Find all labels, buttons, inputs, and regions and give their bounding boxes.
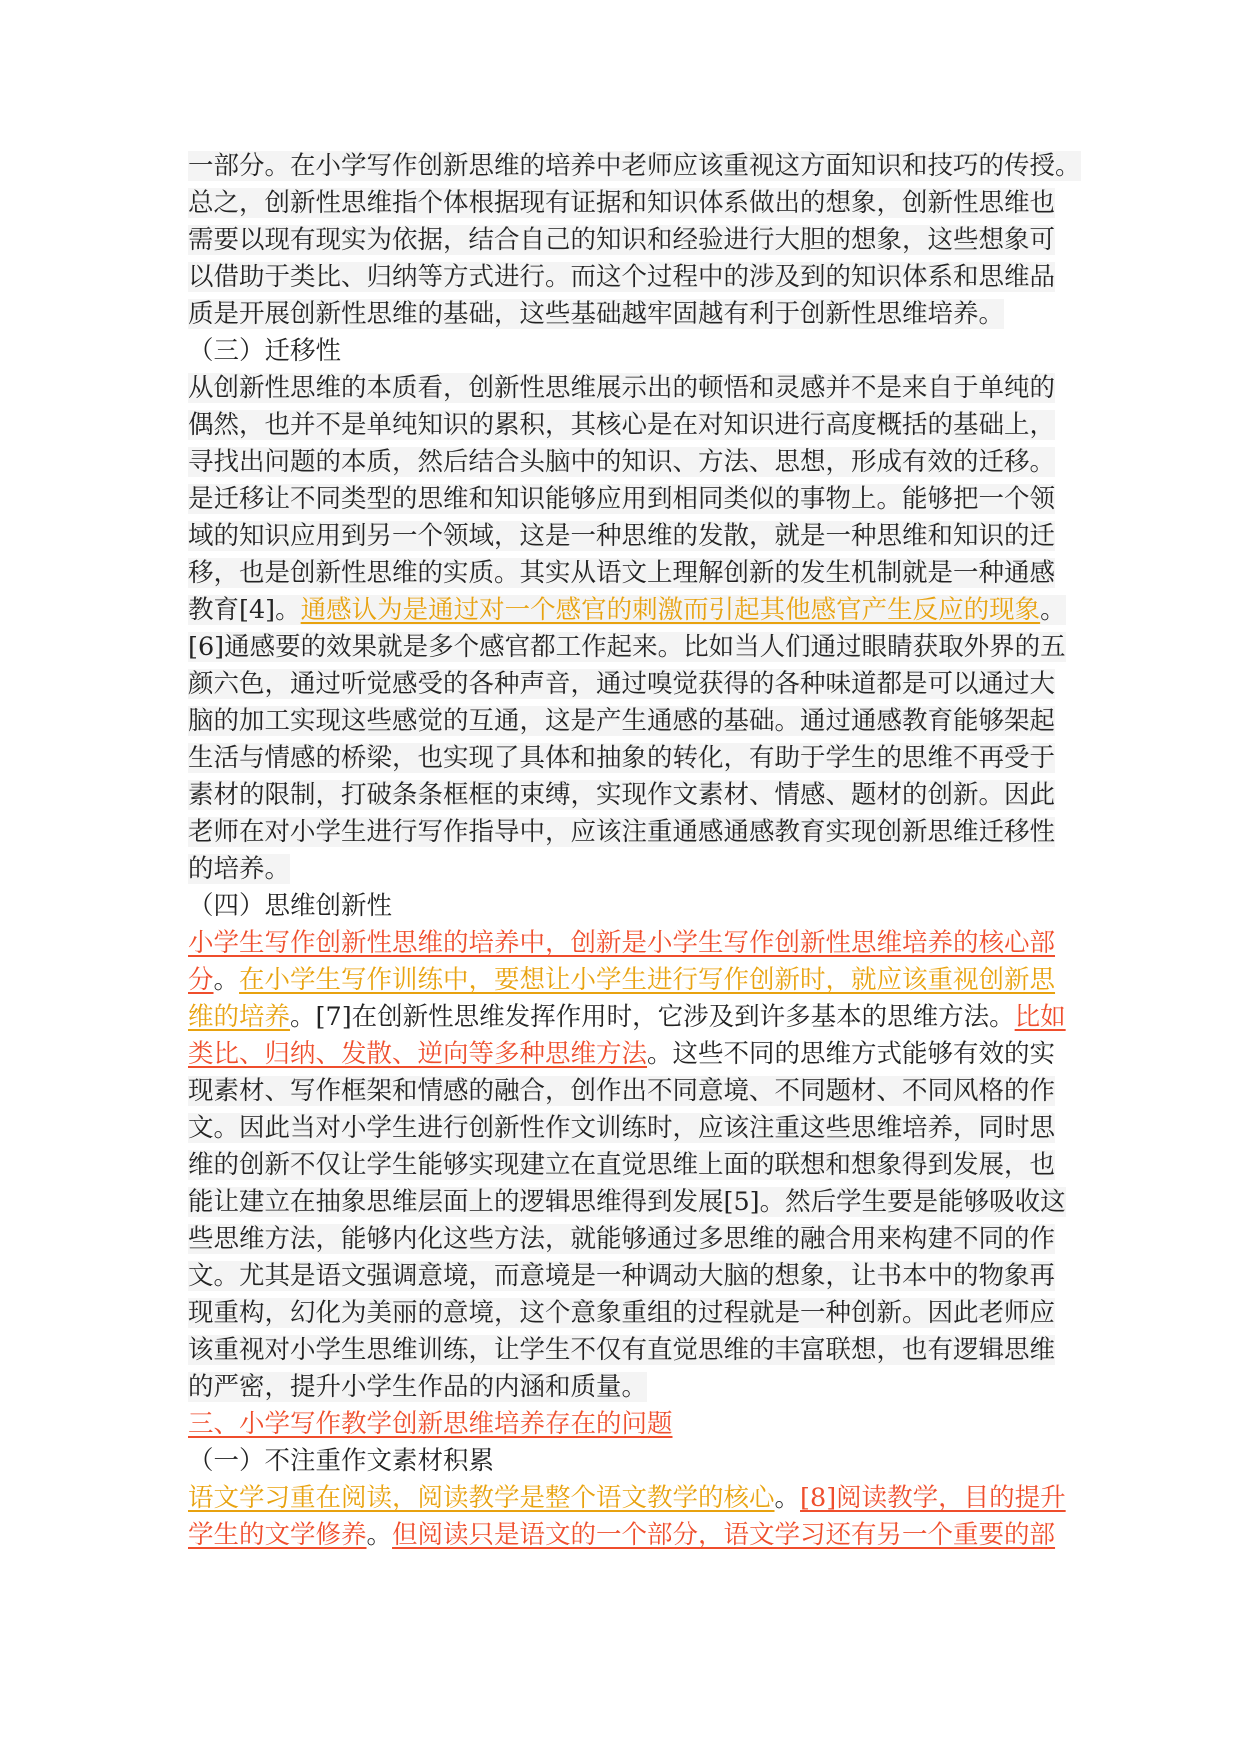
text-line [188, 185, 1093, 222]
text-segment: 一部分。在小学写作创新思维的培养中老师应该重视这方面知识和技巧的传授。 [188, 151, 1081, 181]
text-segment: 。[7]在创新性思维发挥作用时，它涉及到许多基本的思维方法。 [290, 1002, 1015, 1032]
text-segment: 文。因此当对小学生进行创新性作文训练时，应该注重这些思维培养，同时思 [188, 1113, 1056, 1143]
text-line [188, 777, 1093, 814]
text-segment: 总之，创新性思维指个体根据现有证据和知识体系做出的想象，创新性思维也 [188, 188, 1056, 218]
highlighted-sentence-red: 学生的文学修养 [188, 1520, 367, 1550]
text-segment: 。这些不同的思维方式能够有效的实 [647, 1039, 1056, 1069]
text-line-content [188, 1261, 1055, 1291]
text-line-content [188, 1520, 1055, 1550]
text-line-content [188, 854, 290, 884]
text-line-content [188, 891, 392, 921]
text-line [188, 888, 1093, 925]
text-segment: 从创新性思维的本质看，创新性思维展示出的顿悟和灵感并不是来自于单纯的 [188, 373, 1056, 403]
text-line [188, 1480, 1093, 1517]
text-line [188, 333, 1093, 370]
text-line-content [188, 447, 1055, 477]
text-line [188, 555, 1093, 592]
text-line [188, 222, 1093, 259]
highlighted-sentence-orange: 通感认为是通过对一个感官的刺激而引起其他感官产生反应的现象 [300, 595, 1041, 625]
text-line-content [188, 1224, 1055, 1254]
text-segment: 以借助于类比、归纳等方式进行。而这个过程中的涉及到的知识体系和思维品 [188, 262, 1056, 292]
highlighted-sentence-red: 比如 [1014, 1002, 1066, 1032]
text-line-content [188, 1150, 1055, 1180]
text-segment: 域的知识应用到另一个领域，这是一种思维的发散，就是一种思维和知识的迁 [188, 521, 1056, 551]
text-segment: 。 [774, 1483, 801, 1513]
text-line-content [188, 1187, 1066, 1217]
text-line-content [188, 521, 1055, 551]
text-segment: 。 [213, 965, 240, 995]
text-segment: 的培养。 [188, 854, 291, 884]
text-line [188, 1332, 1093, 1369]
text-line [188, 962, 1093, 999]
text-line [188, 518, 1093, 555]
text-line [188, 629, 1093, 666]
text-segment: 脑的加工实现这些感觉的互通，这是产生通感的基础。通过通感教育能够架起 [188, 706, 1056, 736]
text-line-content [188, 1039, 1055, 1069]
highlighted-sentence-red: 分 [188, 965, 214, 995]
text-segment: 生活与情感的桥梁，也实现了具体和抽象的转化，有助于学生的思维不再受于 [188, 743, 1056, 773]
text-line-content [188, 1298, 1055, 1328]
document-body [188, 148, 1093, 1554]
text-line-content [188, 928, 1055, 958]
text-line [188, 999, 1093, 1036]
text-line-content [188, 299, 1004, 329]
text-line [188, 1258, 1093, 1295]
text-line-content [188, 743, 1055, 773]
text-line-content [188, 1113, 1055, 1143]
text-line [188, 1295, 1093, 1332]
text-segment: 教育[4]。 [188, 595, 301, 625]
text-segment: 颜六色，通过听觉感受的各种声音，通过嗅觉获得的各种味道都是可以通过大 [188, 669, 1056, 699]
highlighted-sentence-orange: 语文学习重在阅读，阅读教学是整个语文教学的核心 [188, 1483, 775, 1513]
text-segment: 是迁移让不同类型的思维和知识能够应用到相同类似的事物上。能够把一个领 [188, 484, 1056, 514]
text-line-content [188, 1446, 494, 1476]
text-line-content [188, 780, 1055, 810]
text-line-content [188, 706, 1055, 736]
text-segment: （一）不注重作文素材积累 [188, 1446, 495, 1476]
text-line-content [188, 262, 1055, 292]
highlighted-sentence-red: 类比、归纳、发散、逆向等多种思维方法 [188, 1039, 648, 1069]
text-line [188, 444, 1093, 481]
text-segment: 的严密，提升小学生作品的内涵和质量。 [188, 1372, 648, 1402]
text-line [188, 296, 1093, 333]
text-line-content [188, 1483, 1066, 1513]
text-line-content [188, 1002, 1066, 1032]
text-segment: 文。尤其是语文强调意境，而意境是一种调动大脑的想象，让书本中的物象再 [188, 1261, 1056, 1291]
text-line [188, 407, 1093, 444]
text-segment: 寻找出问题的本质，然后结合头脑中的知识、方法、思想，形成有效的迁移。 [188, 447, 1056, 477]
text-line-content [188, 1335, 1055, 1365]
highlighted-sentence-red: 三、小学写作教学创新思维培养存在的问题 [188, 1409, 673, 1439]
text-line-content [188, 484, 1055, 514]
text-segment: 需要以现有现实为依据，结合自己的知识和经验进行大胆的想象，这些想象可 [188, 225, 1056, 255]
highlighted-sentence-orange: 在小学生写作训练中，要想让小学生进行写作创新时，就应该重视创新思 [239, 965, 1056, 995]
text-line-content [188, 336, 341, 366]
text-segment: 维的创新不仅让学生能够实现建立在直觉思维上面的联想和想象得到发展，也 [188, 1150, 1056, 1180]
text-line [188, 1184, 1093, 1221]
text-line [188, 1517, 1093, 1554]
text-line [188, 1406, 1093, 1443]
text-line [188, 259, 1093, 296]
text-segment: （四）思维创新性 [188, 891, 393, 921]
text-segment: 现重构，幻化为美丽的意境，这个意象重组的过程就是一种创新。因此老师应 [188, 1298, 1056, 1328]
text-line [188, 703, 1093, 740]
text-line [188, 1036, 1093, 1073]
text-segment: 素材的限制，打破条条框框的束缚，实现作文素材、情感、题材的创新。因此 [188, 780, 1056, 810]
highlighted-sentence-red: [8]阅读教学，目的提升 [800, 1483, 1066, 1513]
text-line-content [188, 669, 1055, 699]
text-line-content [188, 632, 1066, 662]
text-segment: 老师在对小学生进行写作指导中，应该注重通感通感教育实现创新思维迁移性 [188, 817, 1056, 847]
text-line-content [188, 1409, 673, 1439]
text-line-content [188, 1372, 647, 1402]
text-segment: 偶然，也并不是单纯知识的累积，其核心是在对知识进行高度概括的基础上， [188, 410, 1056, 440]
text-line [188, 1147, 1093, 1184]
text-line [188, 148, 1093, 185]
text-segment: [6]通感要的效果就是多个感官都工作起来。比如当人们通过眼睛获取外界的五 [188, 632, 1066, 662]
text-line-content [188, 1076, 1055, 1106]
text-line [188, 925, 1093, 962]
text-line [188, 814, 1093, 851]
text-line-content [188, 817, 1055, 847]
text-segment: 些思维方法，能够内化这些方法，就能够通过多思维的融合用来构建不同的作 [188, 1224, 1056, 1254]
text-line [188, 481, 1093, 518]
text-line-content [188, 558, 1055, 588]
text-line-content [188, 151, 1081, 181]
text-line [188, 592, 1093, 629]
text-line-content [188, 373, 1055, 403]
text-line [188, 1073, 1093, 1110]
text-segment: 。 [366, 1520, 393, 1550]
highlighted-sentence-red: 小学生写作创新性思维的培养中，创新是小学生写作创新性思维培养的核心部 [188, 928, 1056, 958]
text-segment: 移，也是创新性思维的实质。其实从语文上理解创新的发生机制就是一种通感 [188, 558, 1056, 588]
text-line-content [188, 410, 1055, 440]
text-line [188, 740, 1093, 777]
text-segment: 该重视对小学生思维训练，让学生不仅有直觉思维的丰富联想，也有逻辑思维 [188, 1335, 1056, 1365]
text-line-content [188, 595, 1066, 625]
text-segment: 。 [1040, 595, 1066, 625]
text-segment: 质是开展创新性思维的基础，这些基础越牢固越有利于创新性思维培养。 [188, 299, 1005, 329]
text-segment: 能让建立在抽象思维层面上的逻辑思维得到发展[5]。然后学生要是能够吸收这 [188, 1187, 1066, 1217]
highlighted-sentence-orange: 维的培养 [188, 1002, 291, 1032]
text-line [188, 1369, 1093, 1406]
text-line-content [188, 965, 1055, 995]
text-line-content [188, 188, 1055, 218]
text-line [188, 370, 1093, 407]
text-segment: 现素材、写作框架和情感的融合，创作出不同意境、不同题材、不同风格的作 [188, 1076, 1056, 1106]
text-line-content [188, 225, 1055, 255]
text-line [188, 1110, 1093, 1147]
text-line [188, 666, 1093, 703]
text-segment: （三）迁移性 [188, 336, 342, 366]
text-line [188, 851, 1093, 888]
highlighted-sentence-red: 但阅读只是语文的一个部分，语文学习还有另一个重要的部 [392, 1520, 1056, 1550]
text-line [188, 1443, 1093, 1480]
text-line [188, 1221, 1093, 1258]
